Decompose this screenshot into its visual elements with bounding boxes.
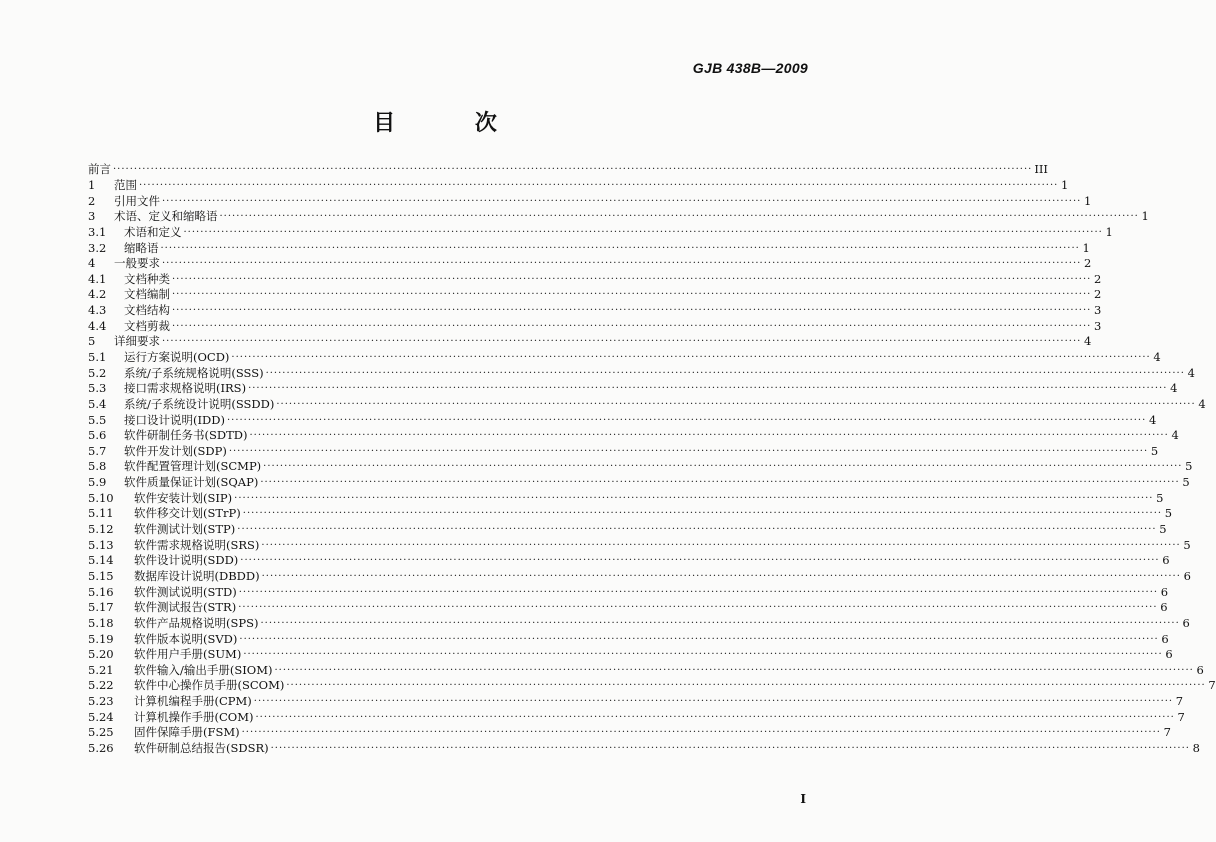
toc-entry-title: 前言 — [88, 162, 111, 177]
toc-entry-title: 软件开发计划(SDP) — [124, 443, 227, 458]
toc-entry-page: 5 — [1164, 506, 1173, 521]
toc-leader-dots: ···························································································································································································································· — [113, 164, 1033, 176]
toc-entry-page: 8 — [1192, 741, 1200, 756]
toc-entry[interactable] — [88, 678, 1216, 694]
toc-entry-page: 6 — [1161, 631, 1169, 646]
toc-entry-page: 6 — [1165, 647, 1173, 662]
toc-leader-dots: ···························································································································································································································· — [243, 649, 1163, 661]
toc-entry-title: 缩略语 — [124, 240, 159, 255]
toc-entry-title: 系统/子系统规格说明(SSS) — [124, 365, 264, 380]
toc-entry-page: 1 — [1141, 209, 1149, 224]
toc-leader-dots: ···························································································································································································································· — [242, 508, 1163, 520]
toc-leader-dots: ···························································································································································································································· — [239, 633, 1159, 645]
toc-leader-dots: ···························································································································································································································· — [261, 570, 1181, 582]
toc-entry-title: 系统/子系统设计说明(SSDD) — [124, 396, 275, 411]
toc-entry[interactable] — [88, 631, 1169, 647]
toc-leader-dots: ···························································································································································································································· — [172, 305, 1092, 317]
toc-entry[interactable] — [88, 209, 1149, 225]
toc-entry[interactable] — [88, 334, 1092, 350]
toc-leader-dots: ···························································································································································································································· — [139, 179, 1059, 191]
toc-entry-title: 软件用户手册(SUM) — [134, 647, 242, 662]
toc-entry-title: 软件测试计划(STP) — [134, 522, 236, 537]
toc-leader-dots: ···························································································································································································································· — [270, 743, 1190, 755]
toc-entry[interactable] — [88, 162, 1048, 178]
toc-entry-title: 软件研制任务书(SDTD) — [124, 428, 248, 443]
toc-entry-page: 7 — [1177, 709, 1185, 724]
toc-entry-page: 5 — [1150, 443, 1159, 458]
toc-entry-number: 2 — [88, 193, 96, 208]
toc-entry-page: 7 — [1175, 694, 1184, 709]
page-number: I — [800, 792, 806, 806]
toc-entry-number: 5.12 — [88, 522, 114, 537]
toc-entry-title: 软件测试说明(STD) — [134, 584, 237, 599]
toc-entry-title: 软件移交计划(STrP) — [134, 506, 241, 521]
page-title: 目 次 — [373, 110, 533, 136]
toc-entry[interactable] — [88, 537, 1191, 553]
toc-entry-page: 3 — [1094, 318, 1102, 333]
toc-entry-page: 7 — [1208, 678, 1216, 693]
toc-leader-dots: ···························································································································································································································· — [260, 477, 1180, 489]
toc-entry-title: 详细要求 — [114, 334, 160, 349]
toc-leader-dots: ···························································································································································································································· — [274, 664, 1194, 676]
toc-entry-number: 5.21 — [88, 662, 114, 677]
toc-entry-number: 5.22 — [88, 678, 114, 693]
toc-entry-page: 6 — [1162, 553, 1170, 568]
toc-leader-dots: ···························································································································································································································· — [183, 226, 1103, 238]
toc-entry-number: 4.4 — [88, 318, 107, 333]
toc-entry[interactable] — [88, 662, 1204, 679]
toc-entry-title: 软件需求规格说明(SRS) — [134, 537, 260, 552]
toc-entry-page: 1 — [1105, 224, 1113, 239]
toc-entry-number: 5.5 — [88, 412, 107, 427]
toc-entry[interactable] — [88, 303, 1102, 319]
toc-entry-number: 5.20 — [88, 647, 114, 662]
toc-entry-number: 5.26 — [88, 741, 114, 756]
toc-entry-title: 计算机编程手册(CPM) — [134, 694, 252, 709]
toc-leader-dots: ···························································································································································································································· — [226, 414, 1147, 426]
toc-entry-title: 引用文件 — [114, 193, 160, 208]
toc-entry[interactable] — [88, 615, 1190, 632]
toc-entry-title: 软件设计说明(SDD) — [134, 553, 239, 568]
toc-leader-dots: ···························································································································································································································· — [172, 273, 1092, 285]
toc-leader-dots: ···························································································································································································································· — [241, 727, 1161, 739]
toc-entry-number: 5.4 — [88, 396, 107, 411]
toc-entry-number: 4.2 — [88, 287, 107, 302]
toc-leader-dots: ···························································································································································································································· — [162, 258, 1082, 270]
toc-entry-page: III — [1034, 162, 1048, 177]
toc-leader-dots: ···························································································································································································································· — [162, 336, 1082, 348]
toc-entry-page: 2 — [1094, 287, 1102, 302]
toc-entry-number: 5 — [88, 334, 96, 349]
toc-leader-dots: ···························································································································································································································· — [172, 289, 1092, 301]
toc-entry-number: 5.15 — [88, 568, 114, 583]
toc-entry-page: 4 — [1171, 428, 1179, 443]
toc-entry-page: 4 — [1153, 350, 1161, 364]
toc-entry[interactable] — [88, 256, 1092, 272]
toc-entry[interactable] — [88, 412, 1157, 428]
toc-entry-page: 6 — [1196, 662, 1204, 677]
toc-entry-number: 5.8 — [88, 459, 107, 474]
toc-leader-dots: ···························································································································································································································· — [238, 586, 1159, 598]
toc-entry-title: 软件输入/输出手册(SIOM) — [134, 662, 273, 677]
toc-leader-dots: ···························································································································································································································· — [228, 445, 1149, 457]
toc-entry[interactable] — [88, 396, 1206, 413]
toc-entry[interactable] — [88, 287, 1102, 303]
document-code: GJB 438B—2009 — [692, 60, 808, 76]
toc-entry-title: 软件中心操作员手册(SCOM) — [134, 678, 285, 693]
toc-entry-number: 4.1 — [88, 271, 107, 286]
toc-entry-number: 5.7 — [88, 443, 107, 458]
toc-leader-dots: ···························································································································································································································· — [253, 696, 1174, 708]
toc-leader-dots: ···························································································································································································································· — [276, 398, 1196, 410]
toc-entry-number: 5.25 — [88, 725, 114, 740]
toc-entry-number: 3 — [88, 209, 96, 224]
toc-entry-number: 5.14 — [88, 553, 114, 568]
toc-entry[interactable] — [88, 365, 1195, 381]
toc-entry-title: 一般要求 — [114, 256, 160, 271]
toc-entry[interactable] — [88, 193, 1092, 209]
toc-entry[interactable] — [88, 600, 1168, 616]
toc-leader-dots: ···························································································································································································································· — [260, 617, 1180, 629]
toc-entry-page: 4 — [1148, 412, 1157, 427]
toc-leader-dots: ···························································································································································································································· — [263, 461, 1183, 473]
table-of-contents — [88, 162, 1216, 756]
toc-entry-page: 5 — [1182, 475, 1190, 490]
toc-entry-number: 5.2 — [88, 365, 107, 380]
toc-entry-page: 7 — [1163, 725, 1171, 740]
toc-entry-page: 6 — [1160, 600, 1168, 615]
toc-entry-number: 5.9 — [88, 475, 107, 490]
toc-leader-dots: ···························································································································································································································· — [234, 492, 1154, 504]
toc-entry-page: 2 — [1084, 256, 1092, 271]
toc-leader-dots: ···························································································································································································································· — [248, 383, 1168, 395]
toc-leader-dots: ···························································································································································································································· — [231, 352, 1151, 363]
toc-entry-number: 3.2 — [88, 240, 107, 255]
toc-entry[interactable] — [88, 428, 1179, 444]
toc-entry[interactable] — [88, 506, 1173, 522]
toc-entry-title: 软件产品规格说明(SPS) — [134, 615, 259, 630]
toc-entry[interactable] — [88, 490, 1164, 506]
toc-leader-dots: ···························································································································································································································· — [249, 430, 1169, 442]
toc-leader-dots: ···························································································································································································································· — [237, 524, 1157, 536]
toc-entry-page: 5 — [1185, 459, 1193, 474]
toc-entry[interactable] — [88, 381, 1178, 397]
toc-leader-dots: ···························································································································································································································· — [162, 195, 1082, 207]
toc-entry-title: 术语、定义和缩略语 — [114, 209, 218, 224]
toc-entry-title: 软件安装计划(SIP) — [134, 490, 233, 505]
toc-leader-dots: ···························································································································································································································· — [238, 602, 1158, 614]
toc-entry-title: 固件保障手册(FSM) — [134, 725, 240, 740]
toc-entry-page: 5 — [1183, 537, 1191, 552]
toc-entry-title: 术语和定义 — [124, 224, 182, 239]
toc-entry[interactable] — [88, 568, 1191, 585]
toc-entry-number: 4.3 — [88, 303, 107, 318]
toc-entry[interactable] — [88, 240, 1090, 256]
toc-leader-dots: ···························································································································································································································· — [219, 211, 1139, 223]
toc-leader-dots: ···························································································································································································································· — [240, 555, 1160, 567]
toc-entry-number: 5.18 — [88, 615, 114, 630]
toc-leader-dots: ···························································································································································································································· — [265, 367, 1185, 379]
toc-entry-number: 5.3 — [88, 381, 107, 396]
toc-entry[interactable] — [88, 177, 1069, 194]
toc-entry-title: 文档种类 — [124, 271, 170, 286]
toc-entry[interactable] — [88, 475, 1190, 491]
toc-entry[interactable] — [88, 318, 1102, 334]
toc-entry-number: 5.24 — [88, 709, 114, 724]
toc-entry-number: 5.1 — [88, 350, 107, 364]
toc-entry-number: 5.23 — [88, 694, 114, 709]
toc-entry-title: 软件配置管理计划(SCMP) — [124, 459, 262, 474]
toc-entry-page: 5 — [1159, 522, 1167, 537]
toc-entry-number: 5.17 — [88, 600, 114, 615]
toc-entry-page: 4 — [1170, 381, 1178, 396]
toc-entry-title: 软件质量保证计划(SQAP) — [124, 475, 259, 490]
toc-entry-page: 4 — [1084, 334, 1092, 349]
toc-entry-number: 5.10 — [88, 490, 114, 505]
toc-entry[interactable] — [88, 709, 1185, 725]
toc-entry-number: 5.11 — [88, 506, 114, 521]
toc-entry-title: 文档编制 — [124, 287, 170, 302]
toc-entry-number: 5.13 — [88, 537, 114, 552]
toc-entry-title: 文档结构 — [124, 303, 170, 318]
toc-entry-number: 5.6 — [88, 428, 107, 443]
toc-leader-dots: ···························································································································································································································· — [160, 242, 1080, 254]
toc-leader-dots: ···························································································································································································································· — [261, 539, 1181, 551]
toc-entry[interactable] — [88, 647, 1173, 663]
toc-entry[interactable] — [88, 741, 1200, 757]
toc-entry-page: 6 — [1160, 584, 1169, 599]
toc-leader-dots: ···························································································································································································································· — [255, 711, 1175, 723]
toc-entry-title: 软件版本说明(SVD) — [134, 631, 238, 646]
toc-entry[interactable] — [88, 725, 1171, 741]
toc-entry-page: 4 — [1198, 396, 1206, 411]
toc-leader-dots: ···························································································································································································································· — [286, 680, 1206, 692]
toc-entry[interactable] — [88, 694, 1184, 710]
toc-entry-page: 1 — [1082, 240, 1090, 255]
toc-entry-page: 6 — [1182, 615, 1190, 630]
toc-leader-dots: ···························································································································································································································· — [172, 320, 1092, 332]
toc-entry-number: 5.16 — [88, 584, 114, 599]
toc-entry-page: 1 — [1084, 193, 1092, 208]
toc-entry[interactable] — [88, 459, 1193, 475]
toc-entry-page: 6 — [1183, 568, 1191, 583]
toc-entry-title: 数据库设计说明(DBDD) — [134, 568, 260, 583]
toc-entry[interactable] — [88, 553, 1170, 569]
toc-entry-page: 5 — [1156, 490, 1164, 505]
toc-entry-number: 3.1 — [88, 224, 107, 239]
toc-entry[interactable] — [88, 271, 1102, 287]
toc-entry-title: 接口需求规格说明(IRS) — [124, 381, 247, 396]
toc-entry-number: 4 — [88, 256, 96, 271]
toc-entry-number: 5.19 — [88, 631, 114, 646]
toc-entry-number: 1 — [88, 177, 96, 192]
toc-entry[interactable] — [88, 443, 1159, 460]
toc-entry[interactable] — [88, 350, 1161, 366]
toc-entry-title: 接口设计说明(IDD) — [124, 412, 225, 427]
toc-entry[interactable] — [88, 584, 1169, 600]
toc-entry-title: 文档剪裁 — [124, 318, 170, 333]
toc-entry-page: 1 — [1061, 177, 1069, 192]
toc-entry-page: 2 — [1094, 271, 1102, 286]
toc-entry[interactable] — [88, 522, 1167, 538]
toc-entry-title: 运行方案说明(OCD) — [124, 350, 230, 364]
toc-entry-title: 计算机操作手册(COM) — [134, 709, 254, 724]
toc-entry-title: 范围 — [114, 177, 137, 192]
toc-entry-title: 软件测试报告(STR) — [134, 600, 237, 615]
toc-entry-page: 3 — [1094, 303, 1102, 318]
toc-entry-title: 软件研制总结报告(SDSR) — [134, 741, 269, 756]
toc-entry-page: 4 — [1187, 365, 1195, 380]
toc-entry[interactable] — [88, 224, 1113, 241]
